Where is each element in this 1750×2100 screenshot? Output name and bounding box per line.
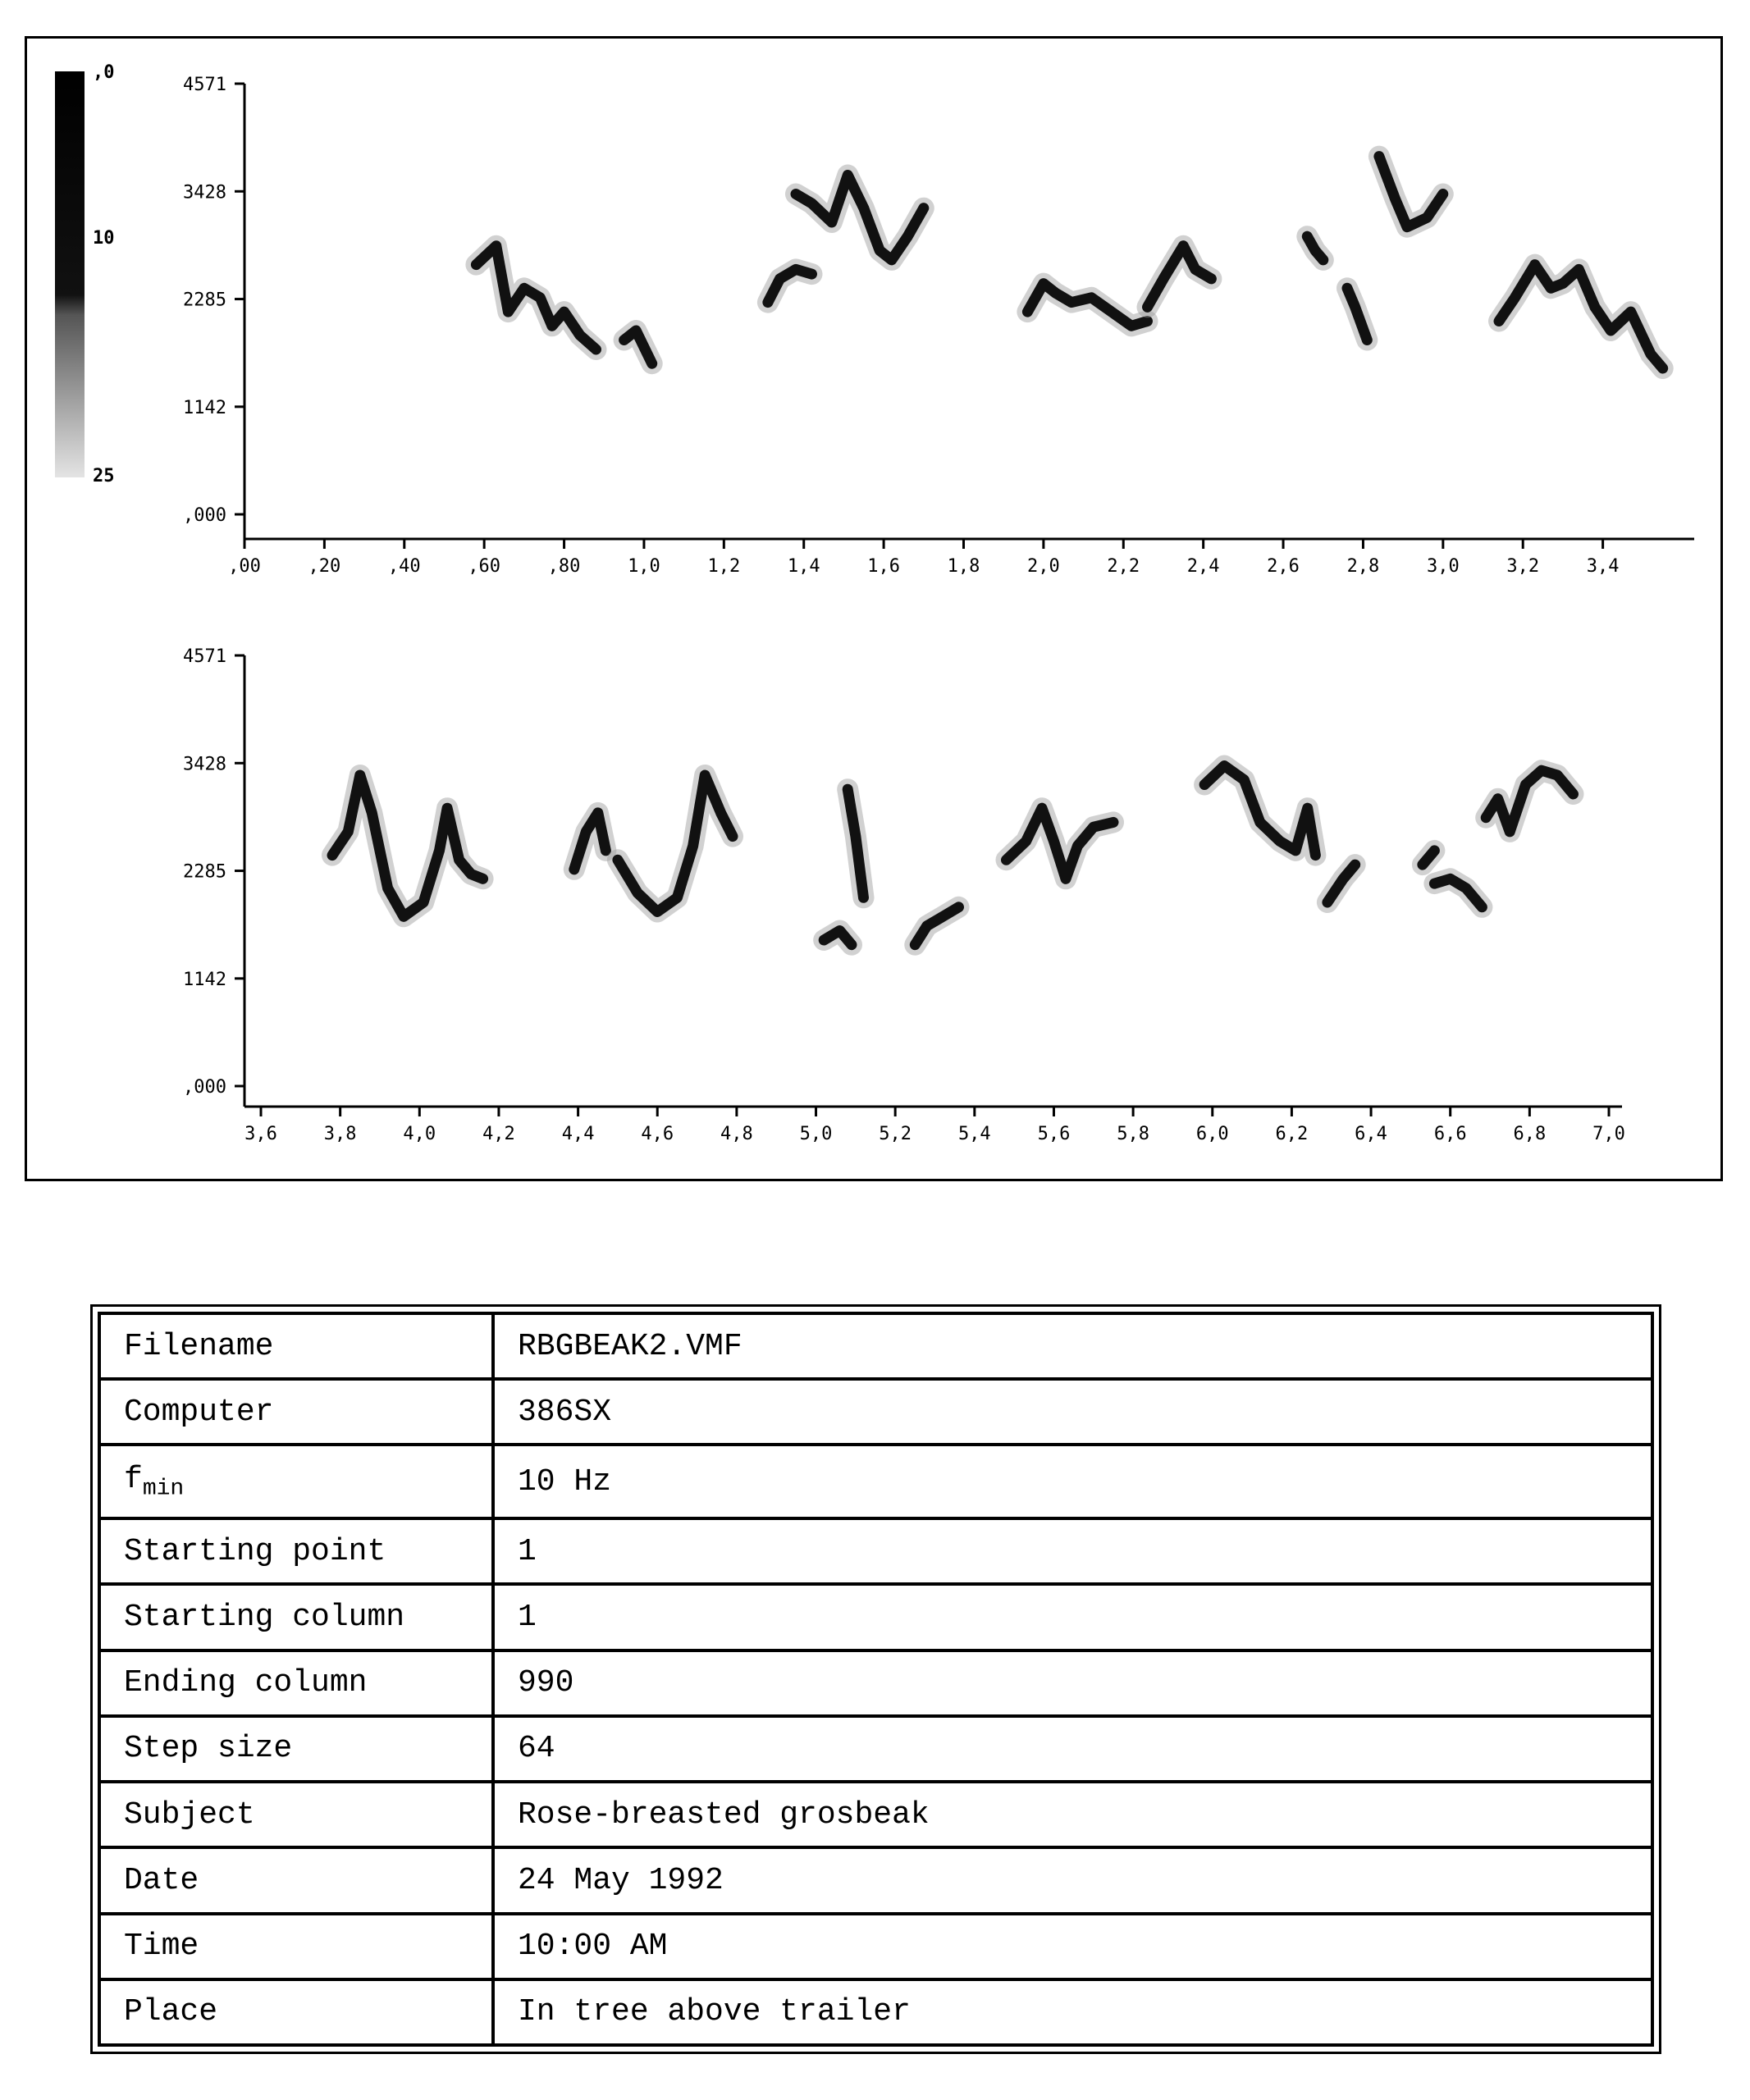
info-row [99,1979,1652,2045]
y-tick-label: 2285 [183,861,226,883]
info-row [99,1650,1652,1716]
y-tick-label: 1142 [183,397,226,418]
x-tick-label: 2,4 [1186,556,1220,577]
x-tick-label: 3,8 [323,1124,357,1144]
x-tick-label: 3,6 [244,1124,277,1144]
x-tick-label: 4,4 [561,1124,595,1144]
spectrogram-trace [476,246,596,349]
y-tick-label: 4571 [183,75,226,95]
x-tick-label: 1,0 [628,556,660,577]
info-value: In tree above trailer [493,1979,1652,2045]
x-tick-label: 2,6 [1267,556,1300,577]
info-key: Step size [99,1716,493,1782]
x-tick-label: 5,6 [1037,1124,1071,1144]
x-tick-label: 7,0 [1592,1124,1625,1144]
info-row [99,1379,1652,1445]
y-tick-label: 4571 [183,646,226,667]
x-tick-label: 4,0 [403,1124,436,1144]
y-tick-label: 3428 [183,182,226,203]
x-tick-label: ,80 [547,556,581,577]
info-value: RBGBEAK2.VMF [493,1313,1652,1379]
x-tick-label: 6,8 [1513,1124,1547,1144]
intensity-legend-bar [55,71,85,477]
x-tick-label: ,20 [308,556,341,577]
x-tick-label: 4,8 [720,1124,753,1144]
x-tick-label: 3,2 [1506,556,1540,577]
x-tick-label: 6,2 [1275,1124,1309,1144]
y-tick-label: ,000 [183,505,226,526]
info-row [99,1518,1652,1584]
info-row [99,1445,1652,1518]
x-tick-label: 5,4 [957,1124,991,1144]
x-tick-label: 6,0 [1195,1124,1229,1144]
info-value: 386SX [493,1379,1652,1445]
legend-label: 10 [93,228,115,249]
info-key: Ending column [99,1650,493,1716]
info-key: Starting point [99,1518,493,1584]
x-tick-label: 2,0 [1027,556,1060,577]
info-key: Time [99,1914,493,1979]
x-tick-label: 2,8 [1346,556,1380,577]
recording-info-panel [90,1304,1661,2054]
info-value: 24 May 1992 [493,1847,1652,1913]
spectrogram-trace [1499,265,1663,368]
x-tick-label: 5,0 [799,1124,833,1144]
info-value: 10 Hz [493,1445,1652,1518]
y-tick-label: 3428 [183,754,226,775]
info-key: Subject [99,1782,493,1847]
info-row [99,1914,1652,1979]
x-tick-label: 1,2 [707,556,741,577]
x-tick-label: ,60 [468,556,501,577]
spectrogram-trace [332,775,483,916]
info-key: Computer [99,1379,493,1445]
x-tick-label: 2,2 [1107,556,1140,577]
x-tick-label: 4,2 [482,1124,515,1144]
spectrogram-svg [27,39,1720,1179]
spectrogram-trace [618,775,733,912]
info-value: 990 [493,1650,1652,1716]
info-value: 64 [493,1716,1652,1782]
info-key: Place [99,1979,493,2045]
info-value: Rose-breasted grosbeak [493,1782,1652,1847]
x-tick-label: 6,4 [1355,1124,1387,1144]
x-tick-label: 6,6 [1433,1124,1467,1144]
info-row [99,1716,1652,1782]
x-tick-label: 3,4 [1586,556,1620,577]
x-tick-label: 3,0 [1426,556,1460,577]
y-tick-label: 2285 [183,290,226,311]
x-tick-label: 4,6 [641,1124,674,1144]
x-tick-label: 1,6 [867,556,900,577]
y-tick-label: ,000 [183,1077,226,1098]
info-row [99,1847,1652,1913]
x-tick-label: 5,2 [879,1124,912,1144]
info-key: Starting column [99,1584,493,1650]
info-key: $f_{min}$ [99,1445,493,1518]
y-tick-label: 1142 [183,969,226,990]
info-row [99,1782,1652,1847]
x-tick-label: ,40 [387,556,421,577]
info-value: 1 [493,1518,1652,1584]
info-value: 10:00 AM [493,1914,1652,1979]
info-row [99,1584,1652,1650]
x-tick-label: 1,8 [947,556,980,577]
info-row [99,1313,1652,1379]
x-tick-label: ,00 [228,556,261,577]
spectrogram-figure [25,36,1723,1181]
legend-label: ,0 [93,62,115,83]
x-tick-label: 1,4 [787,556,820,577]
x-tick-label: 5,8 [1117,1124,1149,1144]
recording-info-table [98,1312,1654,2047]
info-key: Date [99,1847,493,1913]
info-key: Filename [99,1313,493,1379]
info-value: 1 [493,1584,1652,1650]
legend-label: 25 [93,466,115,486]
